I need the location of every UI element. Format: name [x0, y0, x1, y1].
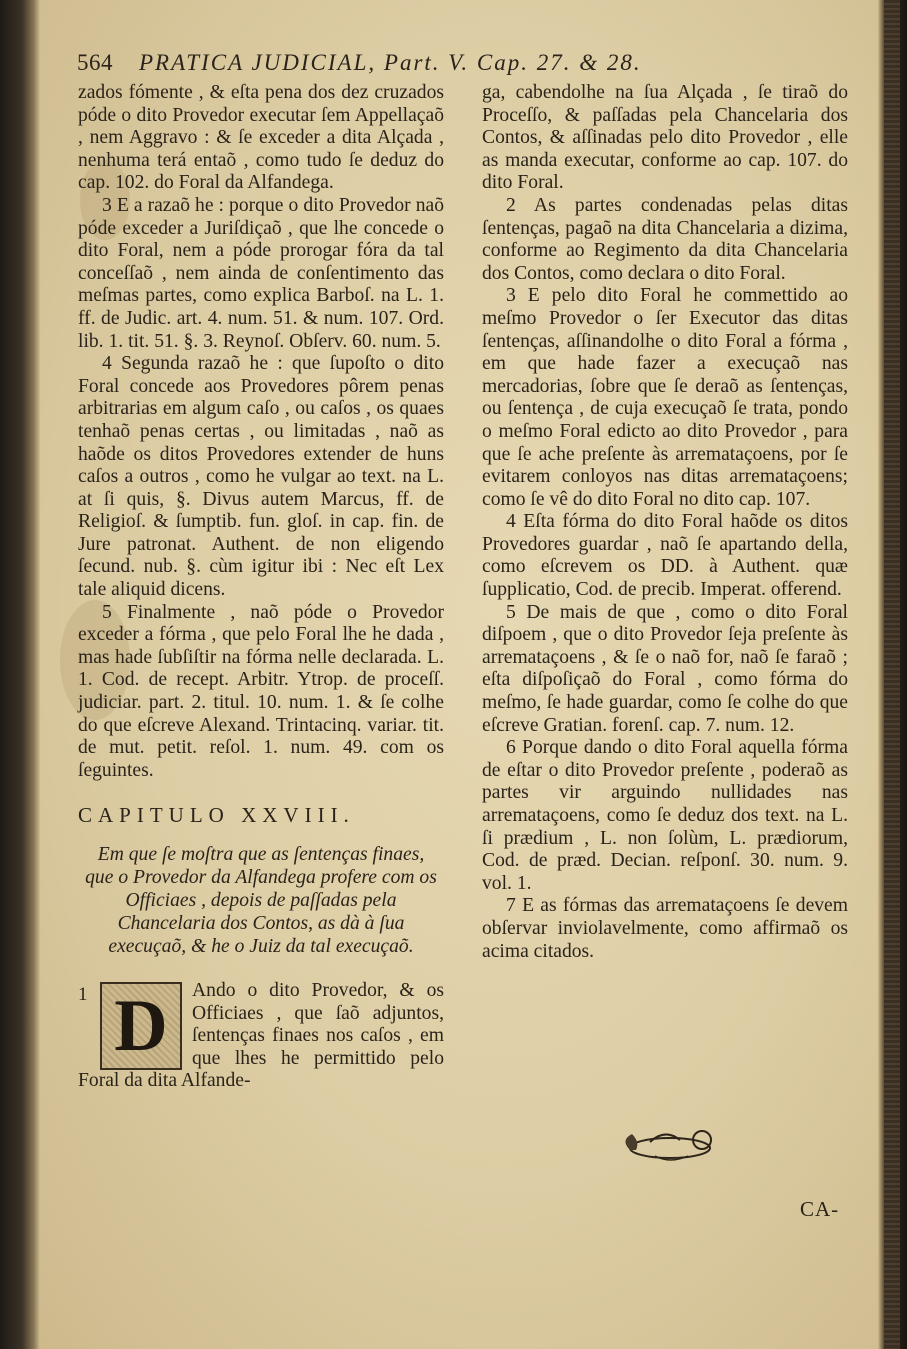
paragraph: 4 Eſta fórma do dito Foral haõde os ditos Provedores guardar , naõ ſe apartando della, como eſcrevem os DD. à Authent. quæ ſupplicatio, Cod. de precib. Imperat. offerend. — [482, 511, 848, 601]
first-section — [78, 980, 444, 1093]
paragraph: 6 Porque dando o dito Foral aquella fórma de eſtar o dito Provedor preſente , poderaõ as partes vir arguindo nullidades nas arremataçoens, como ſe deduz dos text. na L. ſi prædium , L. non ſolùm, L. prædiorum, Cod. de præd. Decian. reſponſ. 30. num. 9. vol. 1. — [482, 737, 848, 894]
paragraph: zados fómente , & eſta pena dos dez cruzados póde o dito Provedor executar ſem Appellaçaõ , nem Aggravo : & ſe exceder a dita Alçada , nenhuma terá entaõ , como tudo ſe deduz do cap. 102. do Foral da Alfandega. — [78, 82, 444, 194]
paragraph: ga, cabendolhe na ſua Alçada , ſe tiraõ do Proceſſo, & paſſadas pela Chancelaria dos Contos, & aſſinadas pelo dito Provedor , elle as manda executar, conforme ao cap. 107. do dito Foral. — [482, 82, 848, 194]
paragraph: 5 Finalmente , naõ póde o Provedor exceder a fórma , que pelo Foral lhe he dada , mas hade ſubſiſtir na fórma nelle declarada. L. 1. Cod. de recept. Arbitr. Ytrop. de proceſſ. judiciar. part. 2. titul. 10. num. 1. & ſe colhe do que eſcreve Alexand. Trintacinq. variar. tit. de mut. petit. reſol. 1. num. 49. com os ſeguintes. — [78, 601, 444, 781]
section-number: 1 — [78, 984, 88, 1005]
paragraph: 2 As partes condenadas pelas ditas ſentenças, pagaõ na dita Chancelaria a dizima, conforme ao Regimento da dita Chancelaria dos Contos, como declara o dito Foral. — [482, 194, 848, 284]
page-number: 564 — [77, 50, 113, 75]
paragraph: 7 E as fórmas das arremataçoens ſe devem obſervar inviolavelmente, como affirmaõ os acima citados. — [482, 895, 848, 962]
running-title: PRATICA JUDICIAL, Part. V. Cap. 27. & 28. — [139, 50, 642, 75]
paragraph: 3 E pelo dito Foral he commettido ao meſmo Provedor o ſer Executor das ditas ſentenças, aſſinandolhe o dito Foral a fórma , em que hade fazer a execuçaõ nas mercadorias, ſobre que ſe deraõ as ſentenças, ou ſentença , de cuja execuçaõ ſe trata, pondo o meſmo Foral edicto ao dito Provedor , para que ſe ache preſente às arremataçoens, por ſe evitarem conloyos nas ditas arremataçoens; como ſe vê do dito Foral no dito cap. 107. — [482, 285, 848, 510]
drop-cap-letter: D — [114, 985, 168, 1067]
paragraph: Ando o dito Provedor, & os Officiaes , que ſaõ adjuntos, ſentenças finaes nos caſos , em que lhes he permittido pelo Foral da dita Alfande- — [78, 980, 444, 1092]
right-column — [482, 82, 848, 963]
chapter-heading: CAPITULO XXVIII. — [78, 803, 355, 828]
paragraph: 3 E a razaõ he : porque o dito Provedor naõ póde exceder a Juriſdiçaõ , que lhe concede o dito Foral, nem a póde prorogar fóra da tal conceſſaõ , nem ainda de conſentimento das meſmas partes, como explica Barboſ. na L. 1. ff. de Judic. art. 4. num. 51. & num. 107. Ord. lib. 1. tit. 51. §. 3. Reynoſ. Obſerv. 60. num. 5. — [78, 194, 444, 352]
catchword: CA- — [800, 1197, 840, 1221]
decorated-drop-cap — [100, 982, 182, 1070]
left-column — [78, 82, 444, 1093]
paragraph: 4 Segunda razaõ he : que ſupoſto o dito Foral concede aos Provedores pôrem penas arbitrarias em algum caſo , ou caſos , os quaes tenhaõ penas certas , ou limitadas , naõ as haõde os ditos Provedores extender de huns caſos a outros , como he vulgar ao text. na L. at ſi quis, §. Divus autem Marcus, ff. de Religioſ. & ſumptib. fun. gloſ. in cap. fin. de Jure patronat. Authent. de non eligendo ſecund. nub. §. cùm igitur ibi : Nec eſt Lex tale aliquid dicens. — [78, 353, 444, 601]
chapter-summary: Em que ſe moſtra que as ſentenças finaes, que o Provedor da Alfandega profere com os Officiaes , depois de paſſadas pela Chancelaria dos Contos, as dà à ſua execuçaõ, & he o Juiz da tal execuçaõ. — [85, 844, 437, 957]
page-stack-edge — [884, 0, 900, 1349]
cherub-ornament-icon — [610, 1120, 730, 1170]
page-paper — [40, 0, 882, 1349]
book-binding-gutter — [0, 0, 40, 1349]
paragraph: 5 De mais de que , como o dito Foral diſpoem , que o dito Provedor ſeja preſente às arremataçoens , & ſe o naõ for, naõ ſe faraõ ; eſta diſpoſiçaõ do Foral , como fórma do meſmo, ſe hade guardar, como ſe colhe do que eſcreve Gratian. forenſ. cap. 7. num. 12. — [482, 601, 848, 736]
running-header — [77, 50, 817, 76]
